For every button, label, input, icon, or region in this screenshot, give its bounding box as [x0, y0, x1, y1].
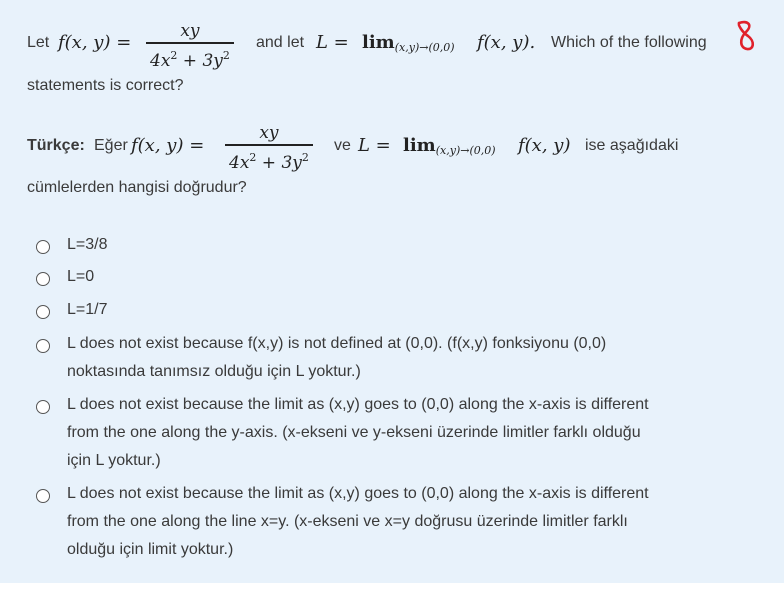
fraction-numerator: xy: [259, 123, 279, 143]
option-1[interactable]: [36, 238, 107, 259]
turkish-label: Türkçe:: [27, 137, 85, 154]
lim-operator: $\lim_{(x,y)\to(0,0)}$: [362, 32, 455, 54]
radio-button[interactable]: [36, 272, 50, 286]
option-label: L=0: [67, 268, 95, 285]
option-label: L=1/7: [67, 301, 108, 318]
radio-button[interactable]: [36, 400, 50, 414]
radio-button[interactable]: [36, 339, 50, 353]
lead-text: Let: [27, 34, 50, 51]
option-4[interactable]: [36, 337, 606, 386]
option-3[interactable]: [36, 303, 107, 324]
radio-button[interactable]: [36, 489, 50, 503]
turkish-function-def: f(x, y) =: [131, 135, 205, 156]
limit-var: L =: [316, 32, 349, 53]
turkish-limit-function: f(x, y): [518, 135, 571, 156]
option-label: L does not exist because the limit as (x,y) goes to (0,0) along the x-axis is different from the one along the y-axis. (x-ekseni ve y-ekseni üzerinde limitler farklı olduğu için L yoktur.): [67, 396, 649, 469]
radio-button[interactable]: [36, 240, 50, 254]
page-bottom: [0, 583, 784, 594]
option-label: L does not exist because f(x,y) is not defined at (0,0). (f(x,y) fonksiyonu (0,0) noktasında tanımsız olduğu için L yoktur.): [67, 335, 607, 380]
limit-function: f(x, y).: [477, 32, 536, 53]
option-label: L does not exist because the limit as (x,y) goes to (0,0) along the x-axis is different from the one along the line x=y. (x-ekseni ve x=y doğrusu üzerinde limitler farklı olduğu için limit yoktur.): [67, 485, 649, 558]
function-def: f(x, y) =: [58, 32, 132, 53]
which-text: Which of the following: [551, 34, 707, 51]
turkish-fraction: [225, 122, 313, 175]
fraction-denominator: $4x^2 + 3y^2$: [229, 150, 309, 173]
and-let-text: and let: [256, 34, 305, 51]
statements-text: statements is correct?: [27, 77, 184, 94]
flag-icon[interactable]: [736, 19, 758, 53]
option-6[interactable]: [36, 487, 649, 564]
ve-text: ve: [334, 137, 351, 154]
fraction: [146, 20, 234, 73]
radio-button[interactable]: [36, 305, 50, 319]
turkish-line2: cümlelerden hangisi doğrudur?: [27, 179, 247, 196]
turkish-limit-var: L =: [358, 135, 391, 156]
option-2[interactable]: [36, 270, 94, 291]
option-5[interactable]: [36, 398, 649, 475]
fraction-denominator: $4x^2 + 3y^2$: [150, 48, 230, 71]
ise-text: ise aşağıdaki: [585, 137, 679, 154]
eger-text: Eğer: [94, 137, 128, 154]
turkish-lim-operator: $\lim_{(x,y)\to(0,0)}$: [403, 135, 496, 157]
option-label: L=3/8: [67, 236, 108, 253]
fraction-numerator: xy: [180, 21, 200, 41]
